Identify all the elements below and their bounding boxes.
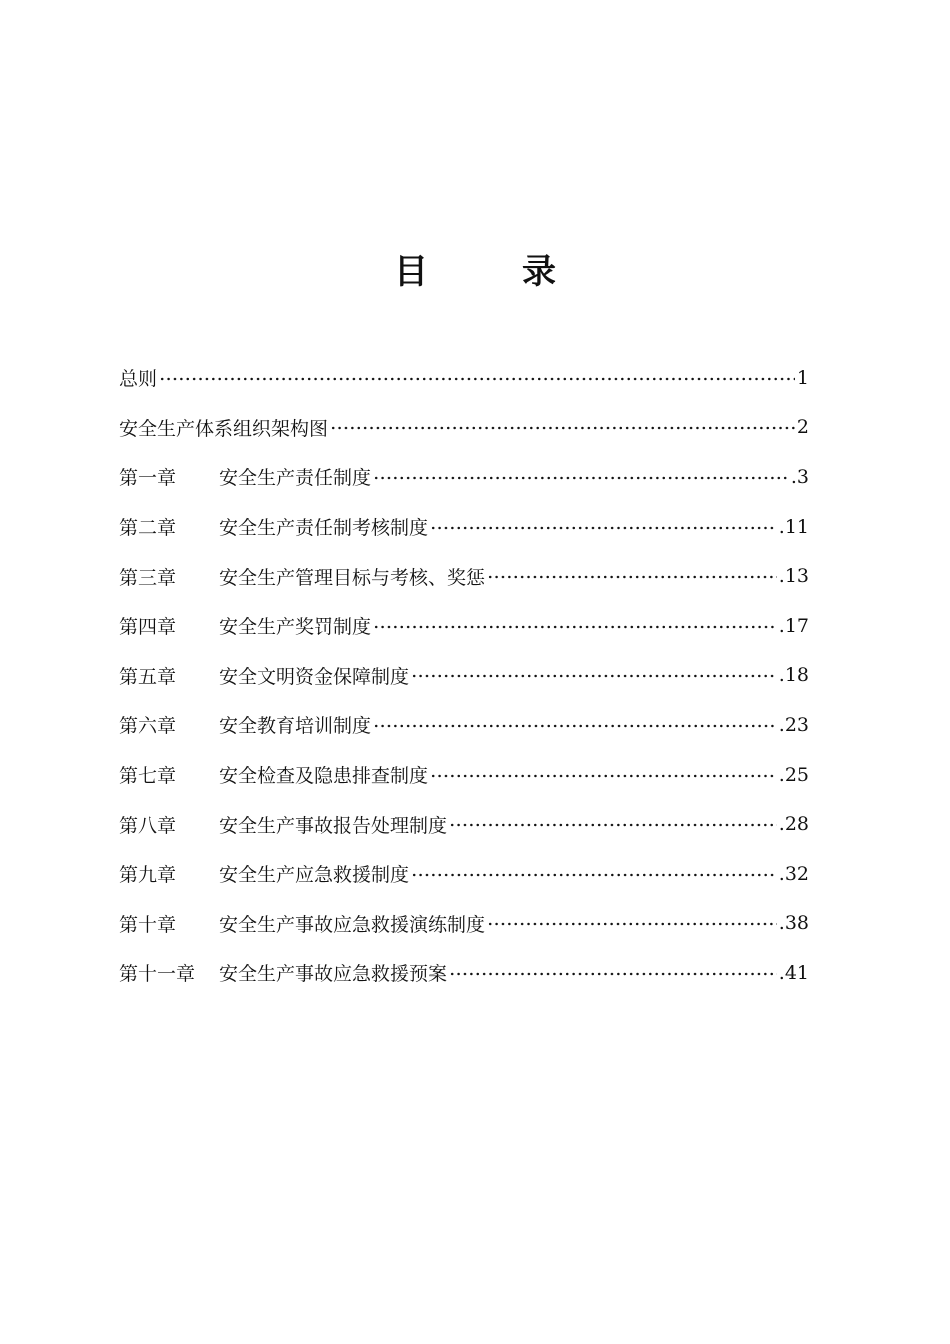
toc-chapter-label: 第六章	[119, 715, 177, 738]
toc-page-number: .13	[778, 565, 809, 588]
toc-entry-title: 总则	[119, 368, 158, 391]
toc-entry-title: 安全生产事故报告处理制度	[219, 814, 448, 837]
dot-leader	[449, 823, 777, 827]
toc-entry[interactable]	[119, 700, 809, 750]
toc-entry[interactable]	[119, 601, 809, 651]
toc-chapter-label: 第四章	[119, 616, 177, 639]
toc-entry[interactable]	[119, 799, 809, 849]
toc-chapter-label: 第二章	[119, 517, 177, 540]
toc-entry-title: 安全生产责任制度	[219, 467, 372, 490]
toc-chapter-label: 第十一章	[119, 963, 196, 986]
table-of-contents	[119, 353, 809, 998]
toc-entry-title: 安全生产体系组织架构图	[119, 417, 329, 440]
toc-chapter-label: 第九章	[119, 864, 177, 887]
toc-entry-title: 安全生产事故应急救援预案	[219, 963, 448, 986]
toc-entry[interactable]	[119, 502, 809, 552]
toc-page-number: 1	[796, 366, 809, 389]
toc-page-number: .11	[778, 515, 809, 538]
toc-page-number: .32	[778, 862, 809, 885]
toc-entry[interactable]	[119, 651, 809, 701]
toc-entry-title: 安全生产责任制考核制度	[219, 517, 429, 540]
toc-chapter-label: 第五章	[119, 665, 177, 688]
toc-page-number: .18	[778, 664, 809, 687]
dot-leader	[430, 526, 777, 530]
toc-chapter-label: 第十章	[119, 913, 177, 936]
dot-leader	[373, 724, 777, 728]
dot-leader	[430, 774, 777, 778]
toc-entry-title: 安全生产奖罚制度	[219, 616, 372, 639]
toc-page-number: .25	[778, 763, 809, 786]
toc-entry[interactable]	[119, 948, 809, 998]
dot-leader	[411, 674, 777, 678]
dot-leader	[411, 873, 777, 877]
toc-page-number: .41	[778, 961, 809, 984]
dot-leader	[159, 377, 795, 381]
dot-leader	[487, 922, 777, 926]
toc-chapter-label: 第七章	[119, 765, 177, 788]
dot-leader	[373, 625, 777, 629]
toc-entry[interactable]	[119, 403, 809, 453]
toc-entry[interactable]	[119, 551, 809, 601]
toc-entry[interactable]	[119, 849, 809, 899]
dot-leader	[449, 972, 777, 976]
dot-leader	[373, 476, 789, 480]
toc-entry[interactable]	[119, 452, 809, 502]
toc-entry[interactable]	[119, 353, 809, 403]
toc-entry[interactable]	[119, 750, 809, 800]
toc-chapter-label: 第三章	[119, 566, 177, 589]
toc-chapter-label: 第八章	[119, 814, 177, 837]
toc-entry-title: 安全生产管理目标与考核、奖惩	[219, 566, 486, 589]
toc-entry-title: 安全检查及隐患排查制度	[219, 765, 429, 788]
toc-page-number: .17	[778, 614, 809, 637]
toc-entry-title: 安全文明资金保障制度	[219, 665, 410, 688]
toc-page-number: 2	[796, 416, 809, 439]
toc-entry-title: 安全生产应急救援制度	[219, 864, 410, 887]
toc-page-number: .3	[790, 465, 809, 488]
toc-page-number: .38	[778, 912, 809, 935]
dot-leader	[330, 426, 795, 430]
toc-entry[interactable]	[119, 899, 809, 949]
dot-leader	[487, 575, 777, 579]
toc-entry-title: 安全教育培训制度	[219, 715, 372, 738]
toc-chapter-label: 第一章	[119, 467, 177, 490]
toc-entry-title: 安全生产事故应急救援演练制度	[219, 913, 486, 936]
toc-page-number: .28	[778, 813, 809, 836]
page-title: 目 录	[394, 251, 586, 292]
toc-page-number: .23	[778, 713, 809, 736]
